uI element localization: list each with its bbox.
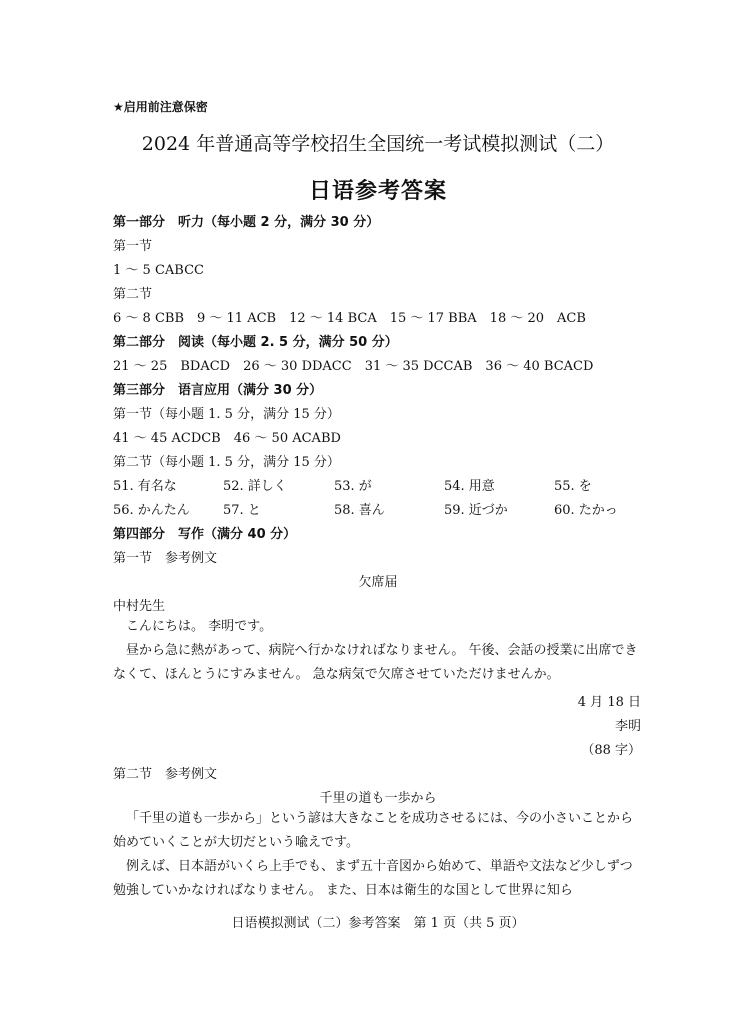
answer-55: 55. を	[554, 479, 592, 494]
letter-date: 4 月 18 日	[577, 695, 641, 710]
letter-salutation: 中村先生	[113, 599, 166, 614]
letter-body	[113, 615, 643, 687]
essay-title: 千里の道も一歩から	[319, 791, 437, 806]
document-title: 日语参考答案	[308, 179, 447, 204]
answer-59: 59. 近づか	[444, 503, 508, 518]
part3-section2-label: 第二节（每小题 1. 5 分，满分 15 分）	[113, 455, 340, 470]
answer-54: 54. 用意	[444, 479, 495, 494]
answer-51: 51. 有名な	[113, 479, 177, 494]
part2-answers: 21 ～ 25 BDACD 26 ～ 30 DDACC 31 ～ 35 DCCAB 36 ～ 40 BCACD	[113, 359, 594, 374]
part1-section2-label: 第二节	[113, 287, 153, 302]
part4-section2-label: 第二节 参考例文	[113, 767, 218, 782]
letter-title: 欠席届	[358, 575, 398, 590]
answer-56: 56. かんたん	[113, 503, 190, 518]
essay-body	[113, 807, 643, 903]
word-count: （88 字）	[581, 743, 641, 758]
letter-signature: 李明	[614, 719, 641, 734]
answer-53: 53. が	[334, 479, 372, 494]
part3-heading: 第三部分 语言应用（满分 30 分）	[113, 383, 323, 398]
part1-section1-label: 第一节	[113, 239, 153, 254]
part2-heading: 第二部分 阅读（每小题 2. 5 分，满分 50 分）	[113, 335, 398, 350]
part1-section2-answers: 6 ～ 8 CBB 9 ～ 11 ACB 12 ～ 14 BCA 15 ～ 17 BBA 18 ～ 20 ACB	[113, 311, 586, 326]
exam-title: 2024 年普通高等学校招生全国统一考试模拟测试（二）	[141, 133, 615, 155]
part3-section1-label: 第一节（每小题 1. 5 分，满分 15 分）	[113, 407, 340, 422]
answer-58: 58. 喜ん	[334, 503, 385, 518]
part4-section1-label: 第一节 参考例文	[113, 551, 218, 566]
page-footer: 日语模拟测试（二）参考答案 第 1 页（共 5 页）	[231, 916, 525, 931]
letter-paragraph-1: こんにちは。 李明です。	[126, 619, 273, 634]
answer-52: 52. 詳しく	[223, 479, 287, 494]
confidential-notice: ★启用前注意保密	[113, 100, 208, 114]
answer-57: 57. と	[223, 503, 261, 518]
essay-paragraph-1: 「千里の道も一歩から」という諺は大きなことを成功させるには、今の小さいことから始めていくことが大切だという喩えです。	[113, 811, 634, 850]
answer-60: 60. たかっ	[554, 503, 618, 518]
part4-heading: 第四部分 写作（满分 40 分）	[113, 527, 297, 542]
part3-section1-answers: 41 ～ 45 ACDCB 46 ～ 50 ACABD	[113, 431, 341, 446]
letter-paragraph-2: 昼から急に熱があって、病院へ行かなければなりません。 午後、会話の授業に出席できなくて、ほんとうにすみません。 急な病気で欠席させていただけませんか。	[113, 643, 638, 682]
part1-heading: 第一部分 听力（每小题 2 分，满分 30 分）	[113, 215, 380, 230]
essay-paragraph-2: 例えば、日本語がいくら上手でも、まず五十音図から始めて、単語や文法など少しずつ勉強していかなければなりません。 また、日本は衛生的な国として世界に知ら	[113, 859, 633, 898]
part1-section1-answers: 1 ～ 5 CABCC	[113, 263, 204, 278]
